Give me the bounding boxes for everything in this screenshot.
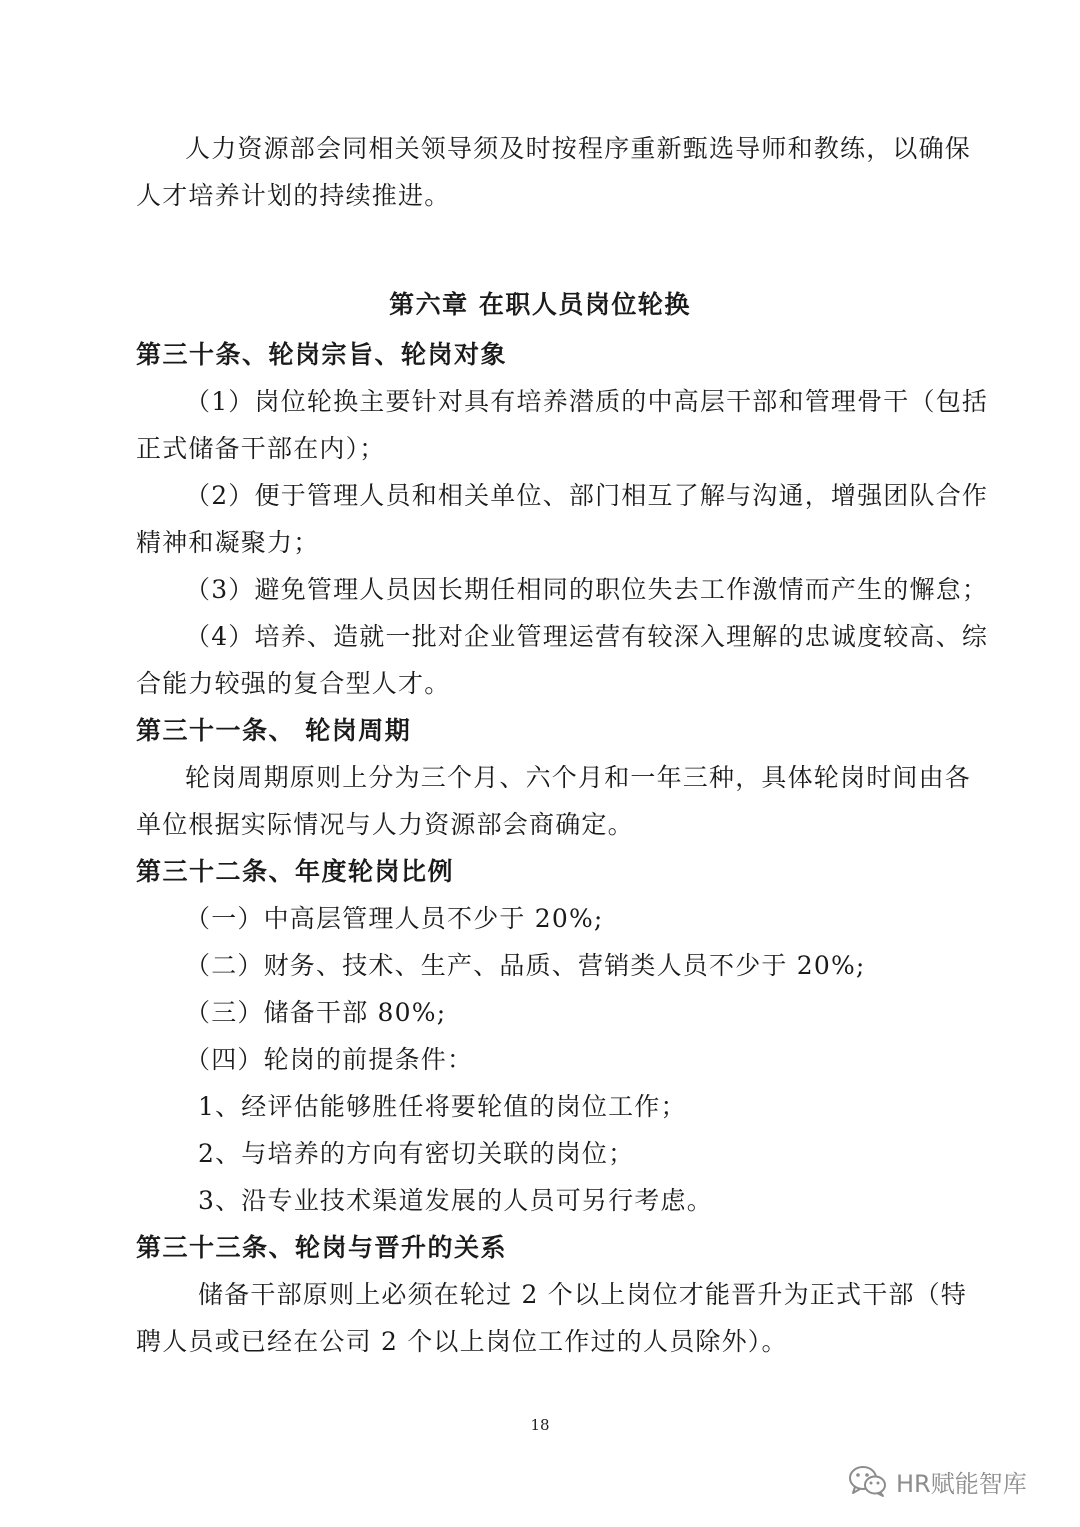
page-number: 18 [530, 1416, 550, 1434]
article-heading: 第三十条、轮岗宗旨、轮岗对象 [136, 340, 508, 369]
sub-list-item: 1、经评估能够胜任将要轮值的岗位工作； [198, 1092, 687, 1121]
paragraph-line: 储备干部原则上必须在轮过 2 个以上岗位才能晋升为正式干部（特 [198, 1280, 968, 1309]
paragraph-line: （4）培养、造就一批对企业管理运营有较深入理解的忠诚度较高、综 [185, 622, 989, 651]
list-item: （三）储备干部 80%; [185, 998, 447, 1027]
sub-list-item: 2、与培养的方向有密切关联的岗位； [198, 1139, 635, 1168]
paragraph-line: 人力资源部会同相关领导须及时按程序重新甄选导师和教练，以确保 [185, 134, 972, 163]
paragraph-line: 单位根据实际情况与人力资源部会商确定。 [136, 810, 634, 839]
list-item: （一）中高层管理人员不少于 20%; [185, 904, 604, 933]
list-item: （二）财务、技术、生产、品质、营销类人员不少于 20%; [185, 951, 866, 980]
watermark-text: HR赋能智库 [896, 1469, 1027, 1498]
paragraph-line: 精神和凝聚力； [136, 528, 320, 557]
paragraph-line: 聘人员或已经在公司 2 个以上岗位工作过的人员除外）。 [136, 1327, 788, 1356]
chapter-title: 第六章 在职人员岗位轮换 [389, 290, 691, 319]
paragraph-line: 人才培养计划的持续推进。 [136, 181, 451, 210]
list-item: （四）轮岗的前提条件： [185, 1045, 474, 1074]
paragraph-line: （1）岗位轮换主要针对具有培养潜质的中高层干部和管理骨干（包括 [185, 387, 989, 416]
paragraph-line: 正式储备干部在内）； [136, 434, 386, 463]
paragraph-line: 合能力较强的复合型人才。 [136, 669, 451, 698]
sub-list-item: 3、沿专业技术渠道发展的人员可另行考虑。 [198, 1186, 713, 1215]
wechat-icon [848, 1464, 888, 1498]
article-heading: 第三十二条、年度轮岗比例 [136, 857, 455, 886]
watermark [848, 1459, 1027, 1503]
paragraph-line: （3）避免管理人员因长期任相同的职位失去工作激情而产生的懈怠； [185, 575, 989, 604]
article-heading: 第三十一条、 轮岗周期 [136, 716, 412, 745]
paragraph-line: （2）便于管理人员和相关单位、部门相互了解与沟通，增强团队合作 [185, 481, 989, 510]
article-heading: 第三十三条、轮岗与晋升的关系 [136, 1233, 508, 1262]
paragraph-line: 轮岗周期原则上分为三个月、六个月和一年三种，具体轮岗时间由各 [185, 763, 972, 792]
